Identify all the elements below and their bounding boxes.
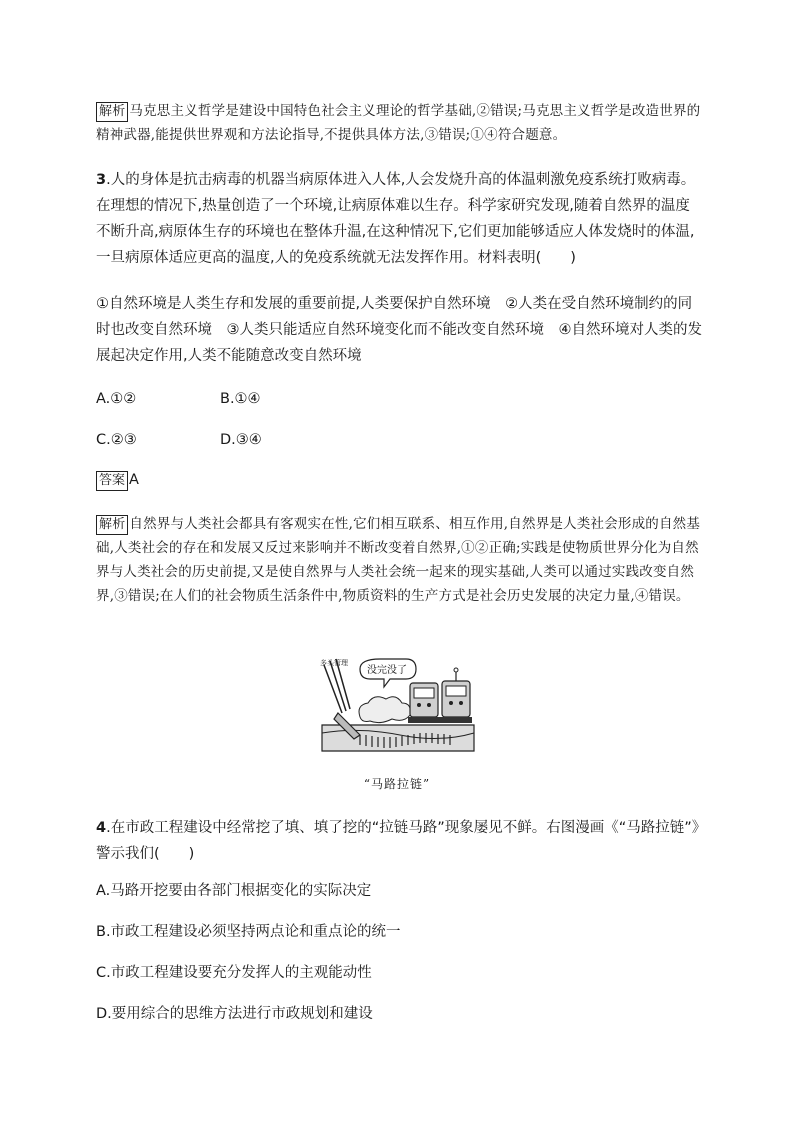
q4-option-c: C.市政工程建设要充分发挥人的主观能动性	[96, 965, 372, 981]
q3-statements	[96, 291, 702, 369]
q3-explain-text: 自然界与人类社会都具有客观实在性,它们相互联系、相互作用,自然界是人类社会形成的自然基础,人类社会的存在和发展又反过来影响并不断改变着自然界,①②正确;实践是使物质世界分化为自然界与人类社会的历史前提,又是使自然界与人类社会统一起来的现实基础,人类可以通过实践改变自然界,③错误;在人们的社会物质生活条件中,物质资料的生产方式是社会历史发展的决定力量,④错误。	[96, 516, 701, 604]
cartoon-speech-text: 没完没了	[367, 665, 407, 676]
cartoon-caption: “马路拉链”	[363, 777, 431, 791]
answer-tag: 答案	[96, 471, 128, 491]
q3-stem-text: .人的身体是抗击病毒的机器当病原体进入人体,人会发烧升高的体温刺激免疫系统打败病毒。在理想的情况下,热量创造了一个环境,让病原体难以生存。科学家研究发现,随着自然界的温度不断升高,病原体生存的环境也在整体升温,在这种情况下,它们更加能够适应人体发烧时的体温,一旦病原体适应更高的温度,人的免疫系统就无法发挥作用。材料表明( )	[96, 172, 696, 266]
road-zipper-cartoon	[320, 655, 476, 755]
q4-option-a: A.马路开挖要由各部门根据变化的实际决定	[96, 883, 372, 899]
q4-stem	[96, 815, 702, 867]
q4-number: 4	[96, 820, 107, 836]
q4-option-b: B.市政工程建设必须坚持两点论和重点论的统一	[96, 924, 401, 940]
q3-statements-text: ①自然环境是人类生存和发展的重要前提,人类要保护自然环境 ②人类在受自然环境制约的同时也改变自然环境 ③人类只能适应自然环境变化而不能改变自然环境 ④自然环境对人类的发展起决定作用,人类不能随意改变自然环境	[96, 296, 702, 364]
q4-stem-text: .在市政工程建设中经常挖了填、填了挖的“拉链马路”现象屡见不鲜。右图漫画《“马路拉链”》警示我们( )	[96, 820, 699, 862]
explain-tag: 解析	[96, 515, 128, 535]
q2-explanation	[96, 99, 702, 147]
q3-option-a: A.①②	[96, 391, 137, 407]
q3-option-b: B.①④	[220, 391, 261, 407]
q3-answer	[96, 470, 139, 491]
q4-option-d: D.要用综合的思维方法进行市政规划和建设	[96, 1006, 373, 1022]
q3-number: 3	[96, 172, 107, 188]
q3-stem	[96, 167, 702, 271]
explain-tag: 解析	[96, 102, 128, 122]
q2-explain-text: 马克思主义哲学是建设中国特色社会主义理论的哲学基础,②错误;马克思主义哲学是改造世界的精神武器,能提供世界观和方法论指导,不提供具体方法,③错误;①④符合题意。	[96, 103, 701, 143]
q3-answer-value: A	[129, 472, 139, 488]
cartoon-side-label: 多头管理	[320, 659, 348, 667]
q3-explanation	[96, 512, 702, 608]
q3-option-c: C.②③	[96, 432, 137, 448]
q3-option-d: D.③④	[220, 432, 262, 448]
